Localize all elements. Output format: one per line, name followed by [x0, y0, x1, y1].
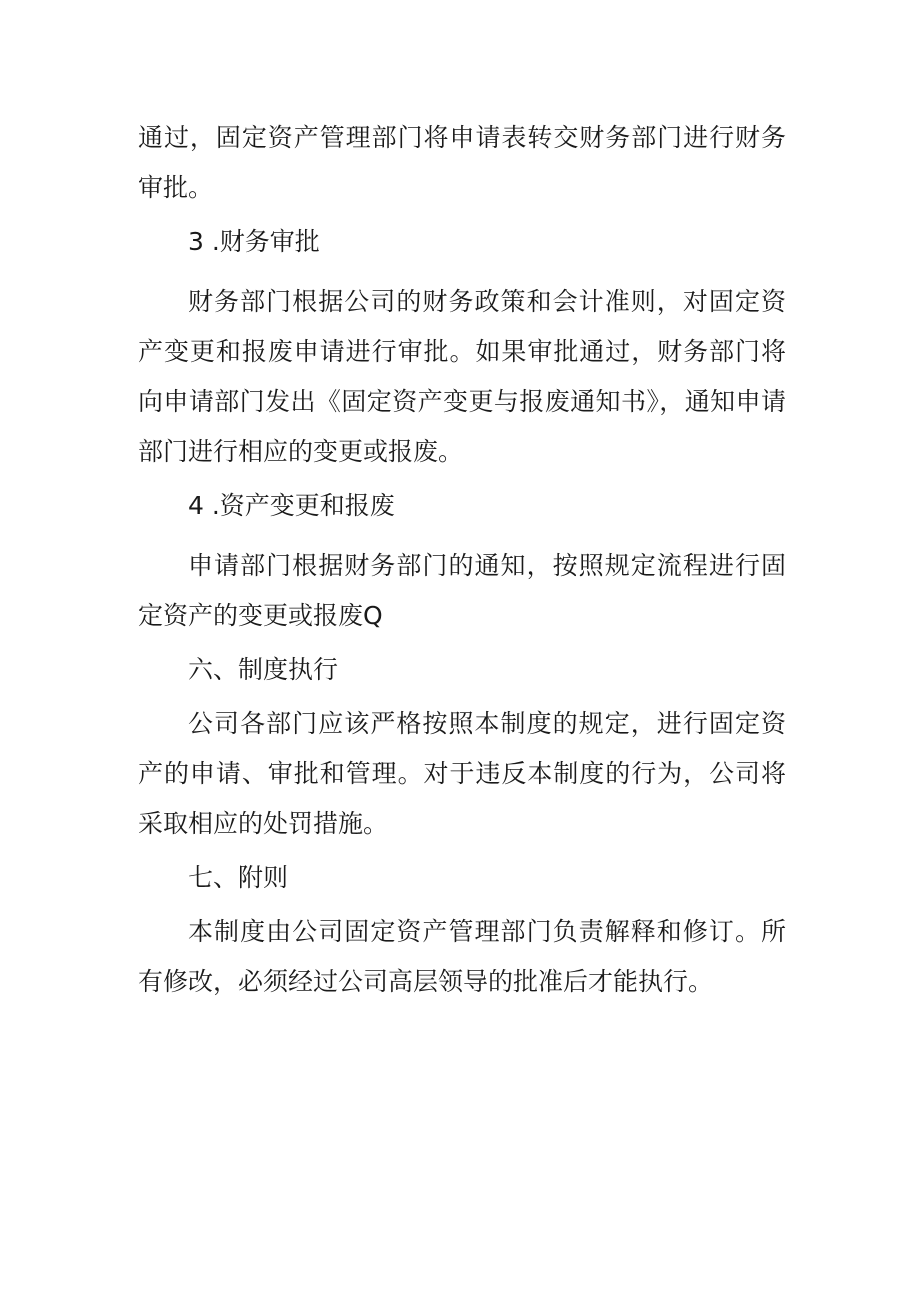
paragraph-asset-change-scrap: 申请部门根据财务部门的通知，按照规定流程进行固定资产的变更或报废Q	[138, 551, 786, 630]
paragraph-continuation: 通过，固定资产管理部门将申请表转交财务部门进行财务审批。	[138, 123, 786, 202]
section-heading-policy-execution: 六、制度执行	[188, 655, 339, 684]
section-heading-asset-change-scrap: 4 .资产变更和报废	[188, 491, 395, 520]
paragraph-policy-execution: 公司各部门应该严格按照本制度的规定，进行固定资产的申请、审批和管理。对于违反本制度的行为，公司将采取相应的处罚措施。	[138, 709, 786, 838]
section-heading-financial-approval: 3 .财务审批	[188, 227, 320, 256]
paragraph-supplementary-provisions: 本制度由公司固定资产管理部门负责解释和修订。所有修改，必须经过公司高层领导的批准后才能执行。	[138, 917, 786, 996]
document-body	[138, 113, 786, 1007]
paragraph-financial-approval: 财务部门根据公司的财务政策和会计准则，对固定资产变更和报废申请进行审批。如果审批通过，财务部门将向申请部门发出《固定资产变更与报废通知书》，通知申请部门进行相应的变更或报废。	[138, 287, 786, 466]
section-heading-supplementary-provisions: 七、附则	[188, 863, 289, 892]
